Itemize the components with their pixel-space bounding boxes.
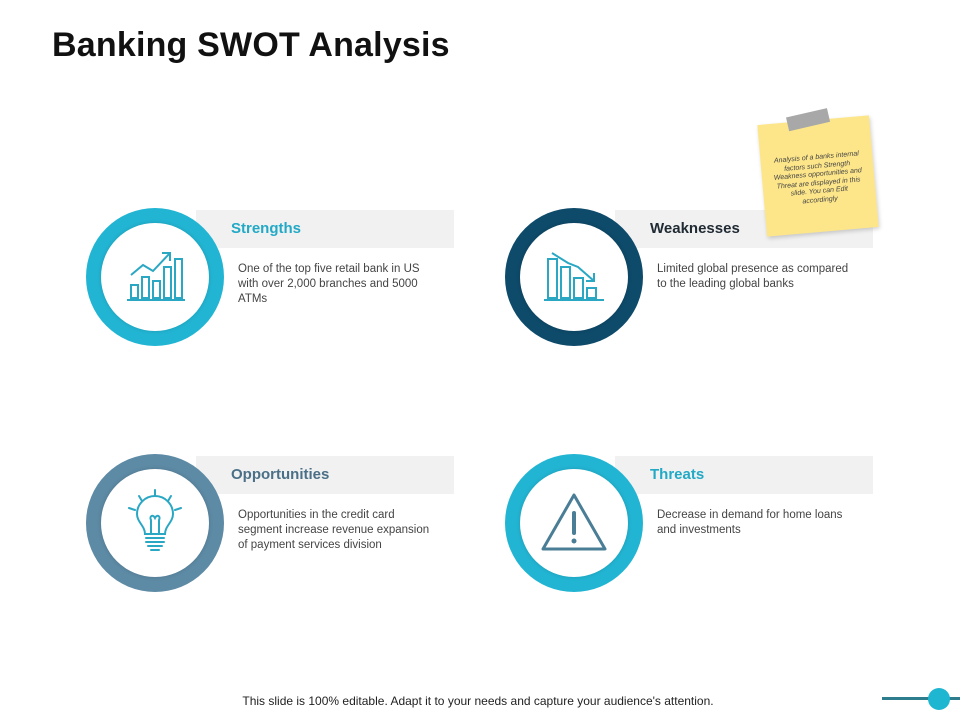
warning-icon — [539, 491, 609, 555]
strengths-ring-center — [101, 223, 209, 331]
opportunities-ring — [86, 454, 224, 592]
threats-card — [505, 454, 885, 594]
strengths-ring — [86, 208, 224, 346]
strengths-label: Strengths — [231, 220, 302, 237]
opportunities-card — [86, 454, 466, 594]
threats-ring — [505, 454, 643, 592]
opportunities-label: Opportunities — [231, 466, 330, 483]
threats-label: Threats — [650, 466, 705, 483]
footer-text: This slide is 100% editable. Adapt it to your needs and capture your audience's attention. — [242, 694, 714, 708]
threats-description: Decrease in demand for home loans and investments — [657, 509, 843, 536]
bar-chart-down-icon — [542, 245, 606, 309]
slider-dot — [928, 688, 950, 710]
opportunities-ring-center — [101, 469, 209, 577]
weaknesses-ring-center — [520, 223, 628, 331]
weaknesses-label: Weaknesses — [650, 220, 740, 237]
weaknesses-ring — [505, 208, 643, 346]
opportunities-description: Opportunities in the credit card segment increase revenue expansion of payment services division — [238, 509, 430, 551]
threats-ring-center — [520, 469, 628, 577]
bar-chart-up-icon — [123, 245, 187, 309]
lightbulb-icon — [123, 488, 187, 558]
strengths-description: One of the top five retail bank in US with over 2,000 branches and 5000 ATMs — [238, 263, 420, 305]
sticky-note-text: Analysis of a banks internal factors such Strength Weakness opportunities and Threat are displayed in this slide. You can Edit accordingly — [773, 150, 863, 205]
footer — [0, 694, 960, 708]
weaknesses-description: Limited global presence as compared to the leading global banks — [657, 263, 849, 290]
sticky-note — [757, 115, 878, 236]
note-tape — [786, 108, 830, 131]
strengths-card — [86, 208, 466, 348]
page-title: Banking SWOT Analysis — [52, 26, 450, 64]
